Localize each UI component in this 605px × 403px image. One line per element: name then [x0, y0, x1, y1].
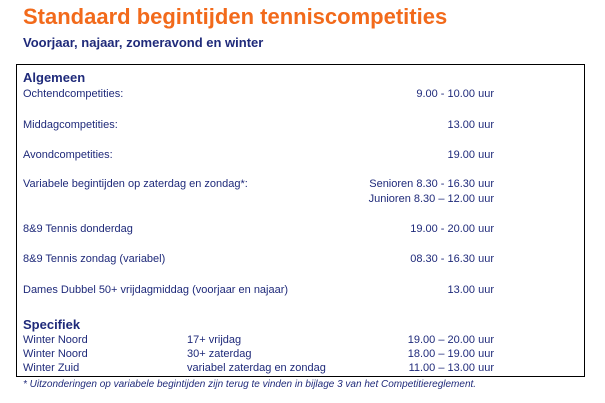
row-time-dames-dubbel: 13.00 uur — [447, 284, 494, 296]
specifiek-detail: 17+ vrijdag — [187, 334, 242, 346]
footnote: * Uitzonderingen op variabele begintijden zijn terug te vinden in bijlage 3 van het Competitiereglement. — [23, 379, 477, 390]
specifiek-detail: variabel zaterdag en zondag — [187, 362, 326, 374]
row-time-tennis-donderdag: 19.00 - 20.00 uur — [410, 223, 494, 235]
specifiek-name: Winter Noord — [23, 334, 88, 346]
row-label-avond: Avondcompetities: — [23, 149, 113, 161]
row-time-senioren: Senioren 8.30 - 16.30 uur — [369, 178, 494, 190]
row-time-avond: 19.00 uur — [447, 149, 494, 161]
row-label-dames-dubbel: Dames Dubbel 50+ vrijdagmiddag (voorjaar en najaar) — [23, 284, 289, 296]
row-label-middag: Middagcompetities: — [23, 119, 118, 131]
row-label-tennis-zondag: 8&9 Tennis zondag (variabel) — [23, 253, 166, 265]
row-time-tennis-zondag: 08.30 - 16.30 uur — [410, 253, 494, 265]
row-time-middag: 13.00 uur — [447, 119, 494, 131]
row-time-ochtend: 9.00 - 10.00 uur — [416, 88, 494, 100]
page-subtitle: Voorjaar, najaar, zomeravond en winter — [23, 35, 264, 50]
specifiek-time: 11.00 – 13.00 uur — [408, 362, 494, 374]
specifiek-time: 18.00 – 19.00 uur — [407, 348, 494, 360]
section-heading-algemeen: Algemeen — [23, 70, 86, 85]
section-heading-specifiek: Specifiek — [23, 317, 81, 332]
row-label-tennis-donderdag: 8&9 Tennis donderdag — [23, 223, 133, 235]
specifiek-name: Winter Noord — [23, 348, 88, 360]
specifiek-time: 19.00 – 20.00 uur — [407, 334, 494, 346]
row-label-ochtend: Ochtendcompetities: — [23, 88, 124, 100]
row-time-junioren: Junioren 8.30 – 12.00 uur — [368, 193, 494, 205]
schedule-panel — [16, 64, 585, 377]
row-label-variabel: Variabele begintijden op zaterdag en zondag*: — [23, 178, 248, 190]
specifiek-detail: 30+ zaterdag — [187, 348, 252, 360]
specifiek-name: Winter Zuid — [23, 362, 80, 374]
page-title: Standaard begintijden tenniscompetities — [23, 4, 448, 29]
